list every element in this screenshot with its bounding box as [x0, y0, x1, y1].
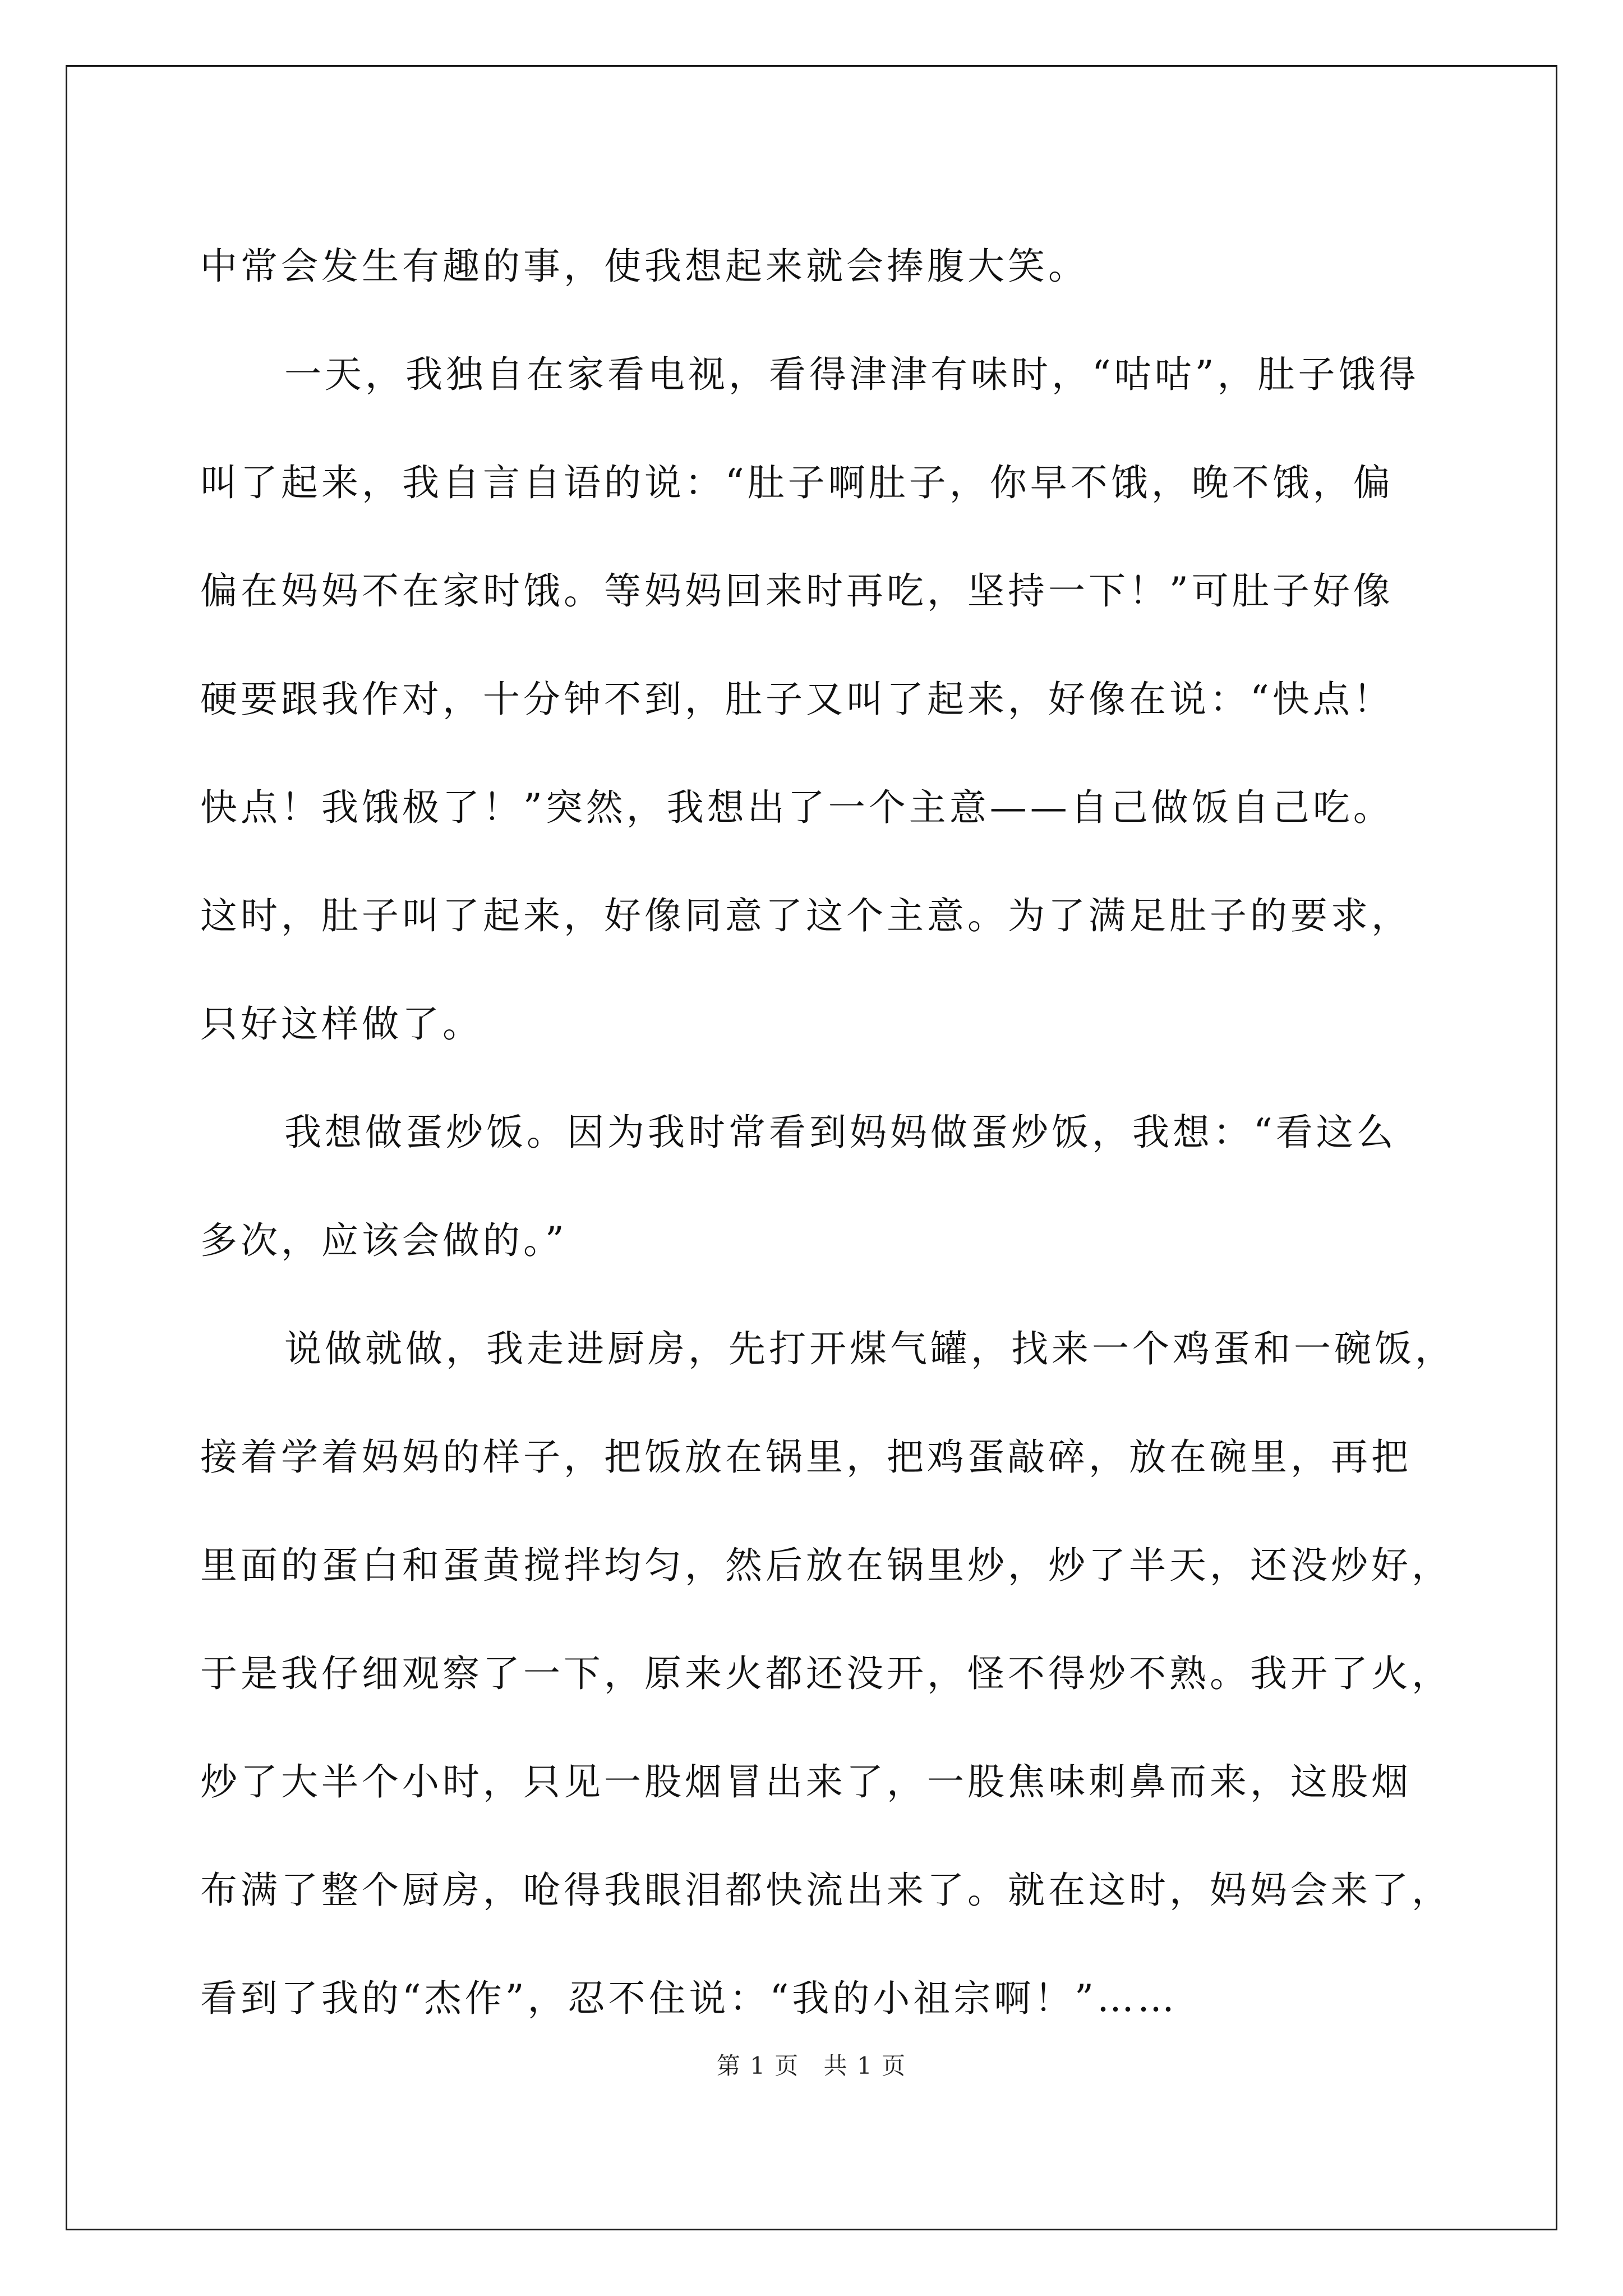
text-line: 里面的蛋白和蛋黄搅拌均匀，然后放在锅里炒，炒了半天，还没炒好，	[200, 1544, 1452, 1587]
text-line: 叫了起来，我自言自语的说：“肚子啊肚子，你早不饿，晚不饿，偏	[200, 461, 1394, 504]
text-line: 快点！我饿极了！”突然，我想出了一个主意——自己做饭自己吃。	[200, 786, 1394, 829]
text-line: 炒了大半个小时，只见一股烟冒出来了，一股焦味刺鼻而来，这股烟	[200, 1760, 1412, 1803]
text-line: 于是我仔细观察了一下，原来火都还没开，怪不得炒不熟。我开了火，	[200, 1652, 1452, 1695]
page-total: 共 1 页	[823, 2052, 907, 2079]
page-number: 第 1 页	[716, 2052, 800, 2079]
text-line: 偏在妈妈不在家时饿。等妈妈回来时再吃，坚持一下！”可肚子好像	[200, 569, 1394, 613]
text-line: 说做就做，我走进厨房，先打开煤气罐，找来一个鸡蛋和一碗饭，	[284, 1327, 1455, 1370]
text-line: 中常会发生有趣的事，使我想起来就会捧腹大笑。	[200, 245, 1089, 288]
text-line: 一天，我独自在家看电视，看得津津有味时，“咕咕”，肚子饿得	[284, 353, 1419, 396]
text-line: 只好这样做了。	[200, 1002, 483, 1046]
document-body	[200, 212, 1455, 2053]
text-line: 布满了整个厨房，呛得我眼泪都快流出来了。就在这时，妈妈会来了，	[200, 1869, 1452, 1912]
text-line: 这时，肚子叫了起来，好像同意了这个主意。为了满足肚子的要求，	[200, 894, 1412, 937]
text-line: 接着学着妈妈的样子，把饭放在锅里，把鸡蛋敲碎，放在碗里，再把	[200, 1435, 1412, 1479]
text-line: 多次，应该会做的。”	[200, 1219, 568, 1262]
page-footer	[0, 2047, 1623, 2081]
text-line: 硬要跟我作对，十分钟不到，肚子又叫了起来，好像在说：“快点！	[200, 678, 1394, 721]
text-line: 我想做蛋炒饭。因为我时常看到妈妈做蛋炒饭，我想：“看这么	[284, 1111, 1397, 1154]
text-line: 看到了我的“杰作”，忍不住说：“我的小祖宗啊！”……	[200, 1977, 1178, 2020]
